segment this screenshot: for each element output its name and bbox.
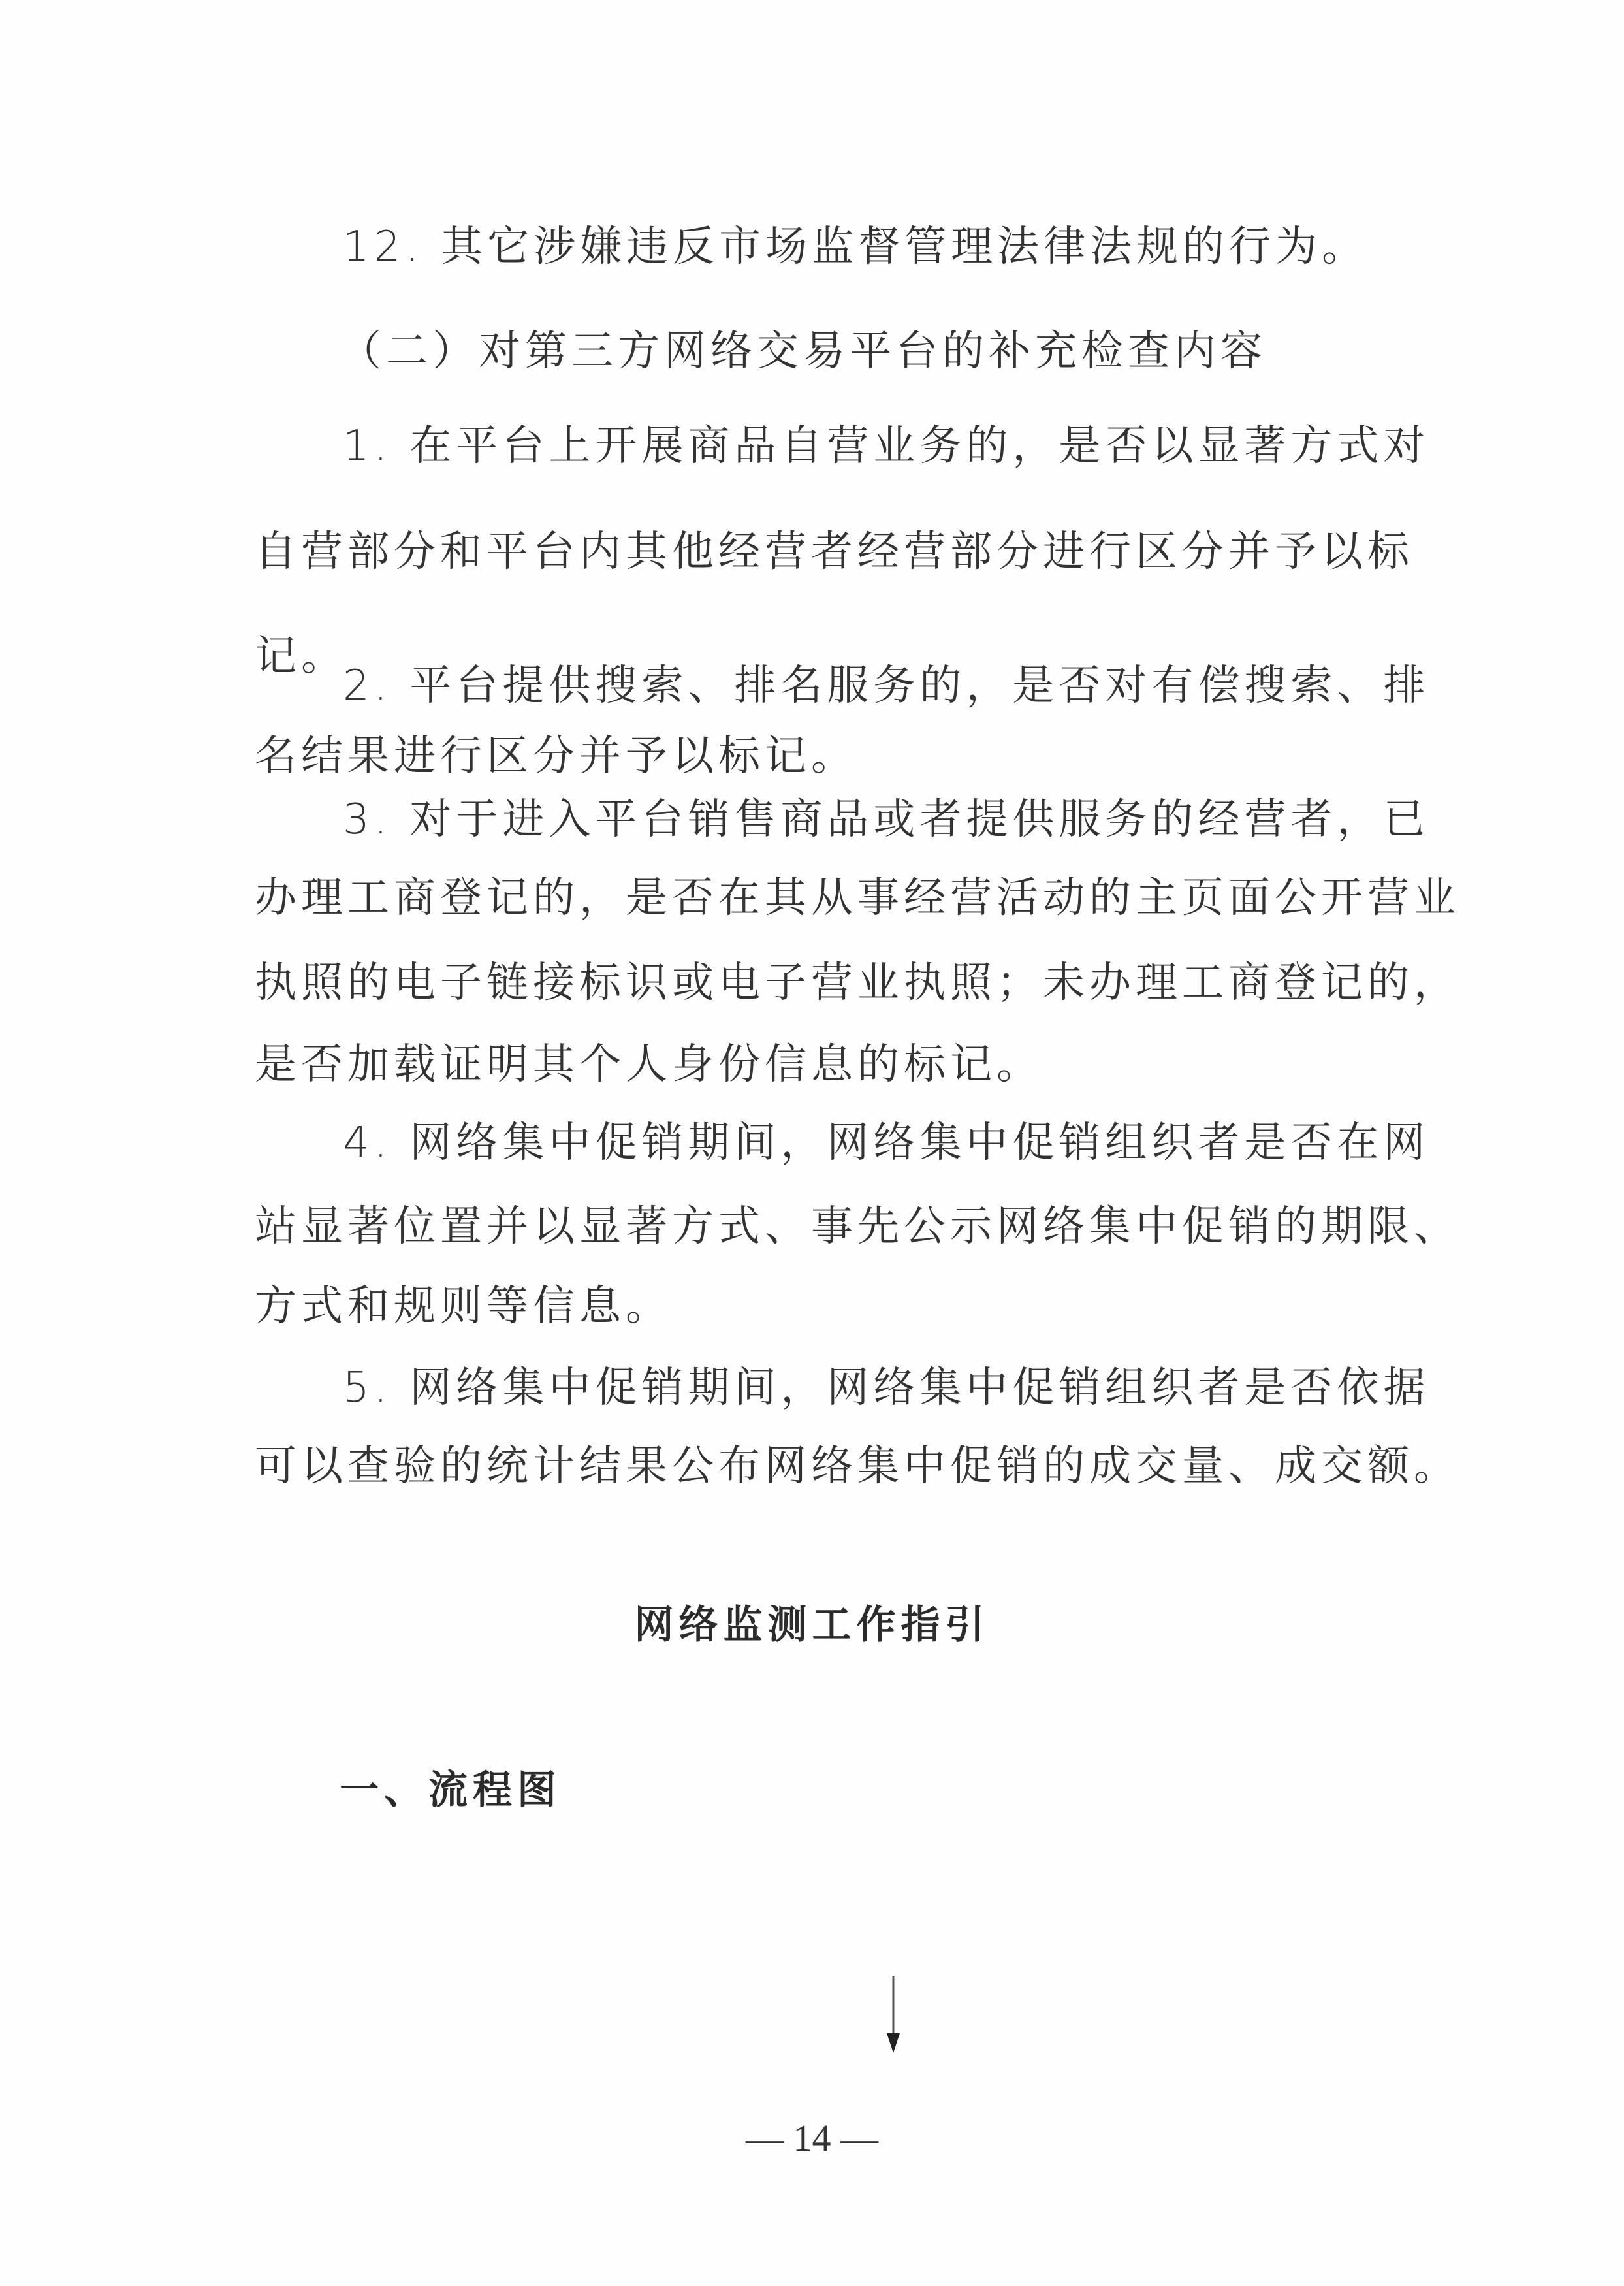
subsection-heading: （二）对第三方网络交易平台的补充检查内容 <box>340 327 1267 376</box>
item-12-text: 12. 其它涉嫌违反市场监督管理法律法规的行为。 <box>343 223 1369 271</box>
item-line: 站显著位置并以显著方式、事先公示网络集中促销的期限、 <box>255 1202 1460 1251</box>
item-line: 2. 平台提供搜索、排名服务的，是否对有偿搜索、排 <box>343 662 1430 710</box>
item-line: 自营部分和平台内其他经营者经营部分进行区分并予以标 <box>255 528 1414 576</box>
item-line: 3. 对于进入平台销售商品或者提供服务的经营者，已 <box>343 796 1430 844</box>
page-number: — 14 — <box>746 2117 878 2159</box>
item-line: 记。 <box>255 632 347 681</box>
item-line: 名结果进行区分并予以标记。 <box>255 732 857 781</box>
item-line: 方式和规则等信息。 <box>255 1282 672 1330</box>
down-arrow-icon <box>883 1976 904 2054</box>
item-line: 4. 网络集中促销期间，网络集中促销组织者是否在网 <box>343 1119 1430 1167</box>
item-line: 办理工商登记的，是否在其从事经营活动的主页面公开营业 <box>255 874 1460 922</box>
flowchart-heading: 一、流程图 <box>340 1767 562 1813</box>
item-line: 5. 网络集中促销期间，网络集中促销组织者是否依据 <box>343 1364 1430 1412</box>
item-line: 是否加载证明其个人身份信息的标记。 <box>255 1040 1043 1089</box>
item-line: 可以查验的统计结果公布网络集中促销的成交量、成交额。 <box>255 1442 1460 1490</box>
item-line: 执照的电子链接标识或电子营业执照；未办理工商登记的， <box>255 959 1460 1007</box>
guide-title: 网络监测工作指引 <box>634 1602 990 1648</box>
item-line: 1. 在平台上开展商品自营业务的，是否以显著方式对 <box>343 422 1430 470</box>
